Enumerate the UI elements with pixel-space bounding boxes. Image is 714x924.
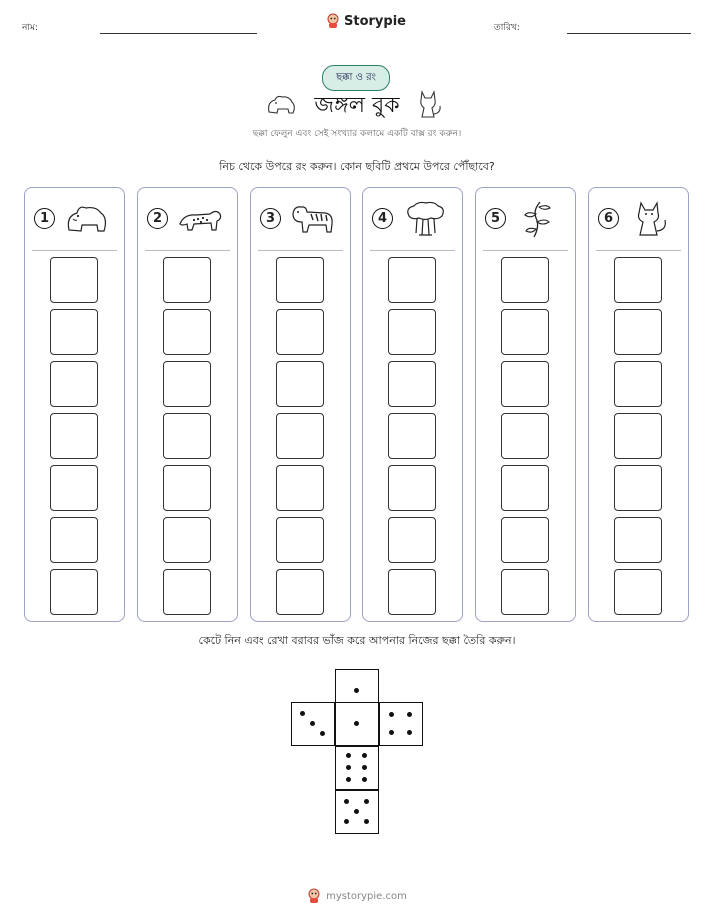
color-box[interactable] xyxy=(501,517,549,563)
color-box[interactable] xyxy=(388,465,436,511)
dice-pip xyxy=(354,809,359,814)
color-box[interactable] xyxy=(50,257,98,303)
color-box[interactable] xyxy=(614,361,662,407)
color-box[interactable] xyxy=(501,413,549,459)
color-box[interactable] xyxy=(614,309,662,355)
date-label: তারিখ: xyxy=(494,23,520,33)
column-divider xyxy=(370,250,455,251)
dice-pip xyxy=(362,753,367,758)
column-6 xyxy=(588,187,689,622)
color-box[interactable] xyxy=(501,465,549,511)
dice-pip xyxy=(354,721,359,726)
dice-face-5 xyxy=(335,790,379,834)
dice-pip xyxy=(344,799,349,804)
vine-icon xyxy=(514,200,562,238)
dice-pip xyxy=(364,799,369,804)
date-line[interactable] xyxy=(567,33,691,34)
column-number: 1 xyxy=(34,208,55,229)
brand-logo xyxy=(326,13,406,29)
dice-pip xyxy=(346,765,351,770)
color-box[interactable] xyxy=(163,361,211,407)
dice-face-4 xyxy=(379,702,423,746)
color-box[interactable] xyxy=(163,517,211,563)
color-box[interactable] xyxy=(163,257,211,303)
column-divider xyxy=(258,250,343,251)
color-box[interactable] xyxy=(614,413,662,459)
column-number: 6 xyxy=(598,208,619,229)
dice-pip xyxy=(362,777,367,782)
color-box[interactable] xyxy=(163,309,211,355)
dice-pip xyxy=(407,730,412,735)
color-box[interactable] xyxy=(276,569,324,615)
color-box[interactable] xyxy=(388,517,436,563)
footer-website[interactable]: mystorypie.com xyxy=(326,890,407,902)
column-3 xyxy=(250,187,351,622)
tiger-icon xyxy=(289,200,337,238)
dice-face-3 xyxy=(291,702,335,746)
dice-pip xyxy=(346,777,351,782)
dice-pip xyxy=(364,819,369,824)
column-number: 2 xyxy=(147,208,168,229)
color-box[interactable] xyxy=(388,361,436,407)
dice-pip xyxy=(346,753,351,758)
dice-pip xyxy=(389,730,394,735)
page-title: জঙ্গল বুক xyxy=(314,93,400,118)
dice-pip xyxy=(354,688,359,693)
cut-instruction: কেটে নিন এবং রেখা বরাবর ভাঁজ করে আপনার নিজের ছক্কা তৈরি করুন। xyxy=(198,634,516,647)
column-1 xyxy=(24,187,125,622)
color-box[interactable] xyxy=(276,413,324,459)
color-box[interactable] xyxy=(388,309,436,355)
wolf-icon xyxy=(627,200,675,238)
banyan-tree-icon xyxy=(401,200,449,238)
footer xyxy=(0,888,714,904)
column-divider xyxy=(596,250,681,251)
color-box[interactable] xyxy=(276,517,324,563)
color-box[interactable] xyxy=(388,413,436,459)
bear-icon xyxy=(63,200,111,238)
color-box[interactable] xyxy=(501,257,549,303)
page-subtitle: ছক্কা ফেলুন এবং সেই সংখ্যার কলামে একটি বাক্স রং করুন। xyxy=(252,129,462,139)
color-box[interactable] xyxy=(388,257,436,303)
color-box[interactable] xyxy=(388,569,436,615)
name-line[interactable] xyxy=(100,33,257,34)
column-2 xyxy=(137,187,238,622)
color-box[interactable] xyxy=(276,465,324,511)
wolf-icon xyxy=(414,88,444,120)
dice-face-1 xyxy=(335,702,379,746)
dice-face-6 xyxy=(335,746,379,790)
game-type-badge: ছক্কা ও রং xyxy=(322,65,390,91)
color-box[interactable] xyxy=(501,569,549,615)
color-box[interactable] xyxy=(163,413,211,459)
dice-pip xyxy=(362,765,367,770)
column-number: 3 xyxy=(260,208,281,229)
column-number: 4 xyxy=(372,208,393,229)
dice-pip xyxy=(389,712,394,717)
color-box[interactable] xyxy=(50,361,98,407)
color-box[interactable] xyxy=(50,309,98,355)
dice-pip xyxy=(344,819,349,824)
dice-pip xyxy=(407,712,412,717)
color-box[interactable] xyxy=(163,465,211,511)
color-box[interactable] xyxy=(614,465,662,511)
color-box[interactable] xyxy=(50,517,98,563)
column-5 xyxy=(475,187,576,622)
column-divider xyxy=(32,250,117,251)
color-box[interactable] xyxy=(501,309,549,355)
column-divider xyxy=(145,250,230,251)
color-box[interactable] xyxy=(50,569,98,615)
color-box[interactable] xyxy=(50,413,98,459)
dice-pip xyxy=(320,731,325,736)
column-divider xyxy=(483,250,568,251)
dice-pip xyxy=(300,711,305,716)
name-label: নাম: xyxy=(22,23,39,33)
storypie-mascot-icon xyxy=(307,888,321,904)
column-number: 5 xyxy=(485,208,506,229)
column-4 xyxy=(362,187,463,622)
color-box[interactable] xyxy=(276,361,324,407)
leopard-icon xyxy=(176,200,224,238)
color-box[interactable] xyxy=(501,361,549,407)
color-box[interactable] xyxy=(614,569,662,615)
color-box[interactable] xyxy=(276,257,324,303)
color-box[interactable] xyxy=(614,517,662,563)
dice-pip xyxy=(310,721,315,726)
color-box[interactable] xyxy=(50,465,98,511)
race-instruction: নিচ থেকে উপরে রং করুন। কোন ছবিটি প্রথমে উপরে পৌঁছাবে? xyxy=(219,160,495,173)
storypie-mascot-icon xyxy=(326,13,340,29)
color-box[interactable] xyxy=(163,569,211,615)
color-box[interactable] xyxy=(276,309,324,355)
brand-name: Storypie xyxy=(344,13,406,29)
color-box[interactable] xyxy=(614,257,662,303)
